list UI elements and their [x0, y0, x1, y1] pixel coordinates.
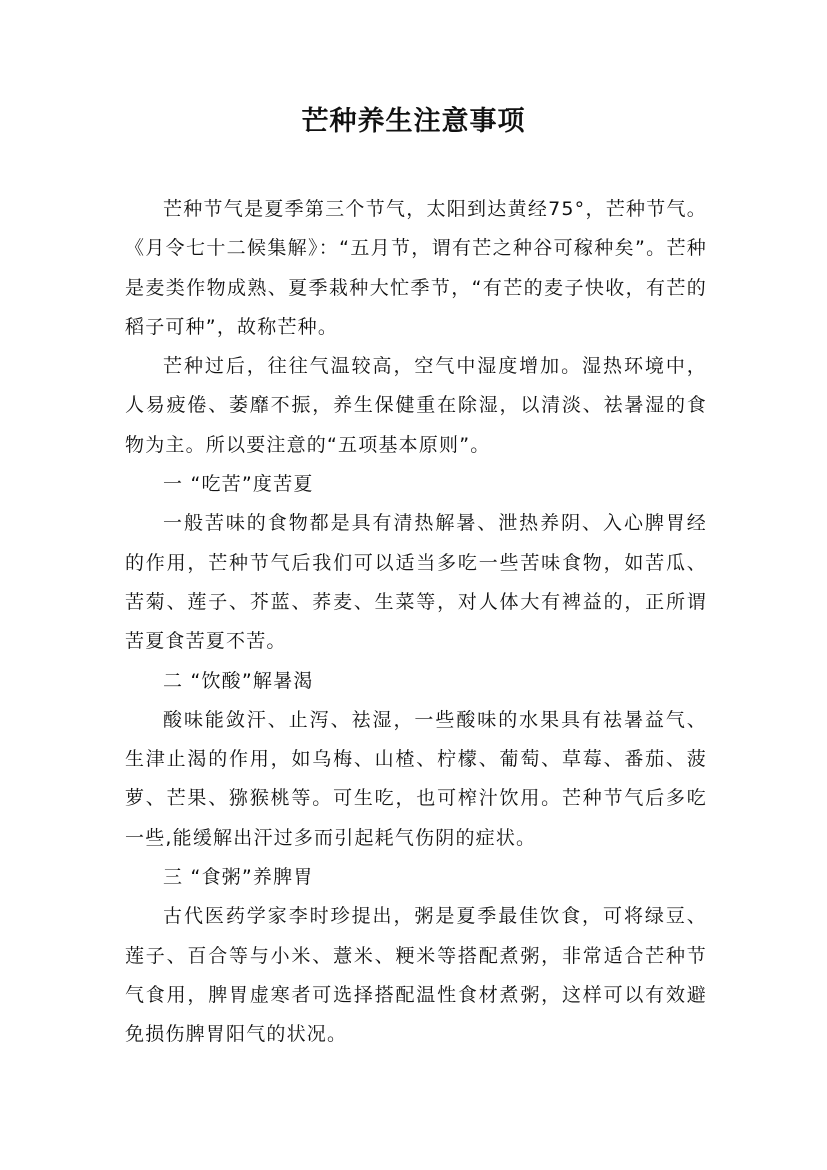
- intro-paragraph-2: 芒种过后，往往气温较高，空气中湿度增加。湿热环境中，人易疲倦、萎靡不振，养生保健重在除湿，以清淡、祛暑湿的食物为主。所以要注意的“五项基本原则”。: [125, 355, 707, 456]
- section-text-1: 一般苦味的食物都是具有清热解暑、泄热养阴、入心脾胃经的作用，芒种节气后我们可以适当多吃一些苦味食物，如苦瓜、苦菊、莲子、芥蓝、荞麦、生菜等，对人体大有裨益的，正所谓苦夏食苦夏不苦。: [125, 512, 707, 653]
- intro-paragraph-1: 芒种节气是夏季第三个节气，太阳到达黄经75°，芒种节气。《月令七十二候集解》：“五月节，谓有芒之种谷可稼种矣”。芒种是麦类作物成熟、夏季栽种大忙季节，“有芒的麦子快收，有芒的稻子可种”，故称芒种。: [125, 198, 707, 338]
- section-heading-2: 二 “饮酸”解暑渴: [163, 669, 314, 692]
- section-text-3: 古代医药学家李时珍提出，粥是夏季最佳饮食，可将绿豆、莲子、百合等与小米、薏米、粳米等搭配煮粥，非常适合芒种节气食用，脾胃虚寒者可选择搭配温性食材煮粥，这样可以有效避免损伤脾胃阳气的状况。: [125, 905, 707, 1046]
- document-title: 芒种养生注意事项: [301, 106, 526, 137]
- section-heading-3: 三 “食粥”养脾胃: [163, 866, 314, 889]
- section-text-2: 酸味能敛汗、止泻、祛湿，一些酸味的水果具有祛暑益气、生津止渴的作用，如乌梅、山楂、柠檬、葡萄、草莓、番茄、菠萝、芒果、猕猴桃等。可生吃，也可榨汁饮用。芒种节气后多吃一些,能缓解出汗过多而引起耗气伤阴的症状。: [125, 708, 707, 849]
- document-body: [125, 190, 707, 1055]
- section-heading-1: 一 “吃苦”度苦夏: [163, 473, 314, 496]
